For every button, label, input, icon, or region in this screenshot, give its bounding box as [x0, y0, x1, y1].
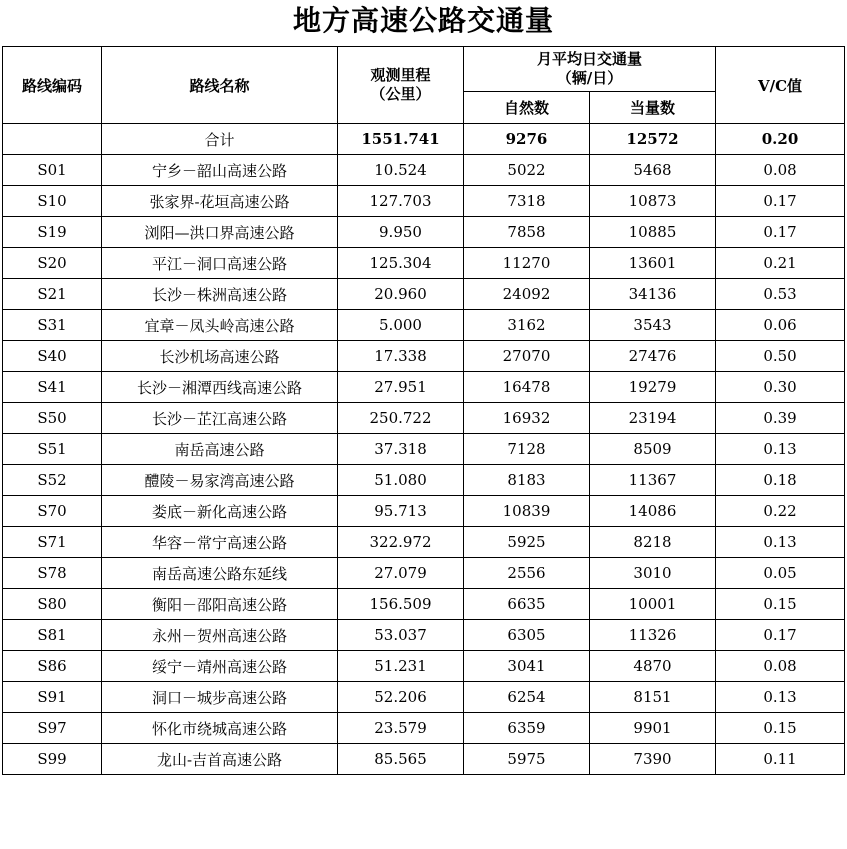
- natural-count-cell: 11270: [464, 248, 590, 279]
- route-code-cell: S52: [3, 465, 102, 496]
- mileage-cell: 9.950: [338, 217, 464, 248]
- table-row: [3, 279, 845, 310]
- route-name-cell: 绥宁－靖州高速公路: [102, 651, 338, 682]
- route-code-cell: S40: [3, 341, 102, 372]
- route-code-cell: S41: [3, 372, 102, 403]
- equivalent-count-cell: 14086: [590, 496, 716, 527]
- vc-ratio-cell: 0.08: [716, 651, 845, 682]
- total-mileage: 1551.741: [338, 124, 464, 155]
- header-daily-traffic-line2: （辆/日）: [556, 69, 623, 87]
- natural-count-cell: 16932: [464, 403, 590, 434]
- route-name-cell: 南岳高速公路东延线: [102, 558, 338, 589]
- equivalent-count-cell: 23194: [590, 403, 716, 434]
- natural-count-cell: 3041: [464, 651, 590, 682]
- mileage-cell: 322.972: [338, 527, 464, 558]
- vc-ratio-cell: 0.17: [716, 620, 845, 651]
- vc-ratio-cell: 0.05: [716, 558, 845, 589]
- table-row: [3, 186, 845, 217]
- table-row: [3, 248, 845, 279]
- route-code-cell: S20: [3, 248, 102, 279]
- header-natural-count: 自然数: [464, 92, 590, 124]
- mileage-cell: 51.080: [338, 465, 464, 496]
- total-natural: 9276: [464, 124, 590, 155]
- route-name-cell: 洞口－城步高速公路: [102, 682, 338, 713]
- route-code-cell: S31: [3, 310, 102, 341]
- mileage-cell: 23.579: [338, 713, 464, 744]
- header-mileage: [338, 47, 464, 124]
- page-title: 地方高速公路交通量: [292, 4, 554, 37]
- table-row: [3, 217, 845, 248]
- route-name-cell: 永州－贺州高速公路: [102, 620, 338, 651]
- route-name-cell: 长沙－湘潭西线高速公路: [102, 372, 338, 403]
- equivalent-count-cell: 8509: [590, 434, 716, 465]
- total-vc: 0.20: [716, 124, 845, 155]
- mileage-cell: 10.524: [338, 155, 464, 186]
- total-equivalent: 12572: [590, 124, 716, 155]
- table-row: [3, 155, 845, 186]
- equivalent-count-cell: 3543: [590, 310, 716, 341]
- vc-ratio-cell: 0.50: [716, 341, 845, 372]
- route-code-cell: S19: [3, 217, 102, 248]
- total-code-cell: [3, 124, 102, 155]
- table-row: [3, 434, 845, 465]
- vc-ratio-cell: 0.15: [716, 589, 845, 620]
- natural-count-cell: 6635: [464, 589, 590, 620]
- header-vc-ratio: V/C值: [716, 47, 845, 124]
- mileage-cell: 85.565: [338, 744, 464, 775]
- natural-count-cell: 7128: [464, 434, 590, 465]
- table-row: [3, 589, 845, 620]
- equivalent-count-cell: 34136: [590, 279, 716, 310]
- natural-count-cell: 8183: [464, 465, 590, 496]
- mileage-cell: 27.951: [338, 372, 464, 403]
- mileage-cell: 156.509: [338, 589, 464, 620]
- equivalent-count-cell: 11326: [590, 620, 716, 651]
- route-name-cell: 长沙－芷江高速公路: [102, 403, 338, 434]
- equivalent-count-cell: 27476: [590, 341, 716, 372]
- vc-ratio-cell: 0.53: [716, 279, 845, 310]
- route-code-cell: S99: [3, 744, 102, 775]
- equivalent-count-cell: 10873: [590, 186, 716, 217]
- table-row: [3, 713, 845, 744]
- route-code-cell: S50: [3, 403, 102, 434]
- equivalent-count-cell: 9901: [590, 713, 716, 744]
- equivalent-count-cell: 10885: [590, 217, 716, 248]
- route-name-cell: 龙山-吉首高速公路: [102, 744, 338, 775]
- table-row: [3, 403, 845, 434]
- route-name-cell: 醴陵－易家湾高速公路: [102, 465, 338, 496]
- vc-ratio-cell: 0.30: [716, 372, 845, 403]
- equivalent-count-cell: 4870: [590, 651, 716, 682]
- route-name-cell: 长沙机场高速公路: [102, 341, 338, 372]
- vc-ratio-cell: 0.06: [716, 310, 845, 341]
- mileage-cell: 20.960: [338, 279, 464, 310]
- vc-ratio-cell: 0.22: [716, 496, 845, 527]
- route-name-cell: 怀化市绕城高速公路: [102, 713, 338, 744]
- vc-ratio-cell: 0.17: [716, 186, 845, 217]
- table-row: [3, 527, 845, 558]
- route-name-cell: 宜章－凤头岭高速公路: [102, 310, 338, 341]
- natural-count-cell: 16478: [464, 372, 590, 403]
- equivalent-count-cell: 11367: [590, 465, 716, 496]
- natural-count-cell: 6254: [464, 682, 590, 713]
- table-header: [3, 47, 845, 124]
- equivalent-count-cell: 8218: [590, 527, 716, 558]
- mileage-cell: 17.338: [338, 341, 464, 372]
- route-code-cell: S01: [3, 155, 102, 186]
- vc-ratio-cell: 0.21: [716, 248, 845, 279]
- mileage-cell: 51.231: [338, 651, 464, 682]
- route-name-cell: 长沙－株洲高速公路: [102, 279, 338, 310]
- table-body: [3, 124, 845, 775]
- table-row: [3, 744, 845, 775]
- total-row: [3, 124, 845, 155]
- mileage-cell: 95.713: [338, 496, 464, 527]
- header-route-name: 路线名称: [102, 47, 338, 124]
- natural-count-cell: 2556: [464, 558, 590, 589]
- route-code-cell: S86: [3, 651, 102, 682]
- natural-count-cell: 6359: [464, 713, 590, 744]
- route-code-cell: S91: [3, 682, 102, 713]
- table-row: [3, 496, 845, 527]
- route-name-cell: 南岳高速公路: [102, 434, 338, 465]
- natural-count-cell: 6305: [464, 620, 590, 651]
- route-name-cell: 张家界-花垣高速公路: [102, 186, 338, 217]
- route-name-cell: 衡阳－邵阳高速公路: [102, 589, 338, 620]
- mileage-cell: 125.304: [338, 248, 464, 279]
- vc-ratio-cell: 0.13: [716, 434, 845, 465]
- header-mileage-line2: （公里）: [370, 85, 431, 103]
- table-row: [3, 651, 845, 682]
- mileage-cell: 250.722: [338, 403, 464, 434]
- vc-ratio-cell: 0.13: [716, 527, 845, 558]
- route-name-cell: 平江－洞口高速公路: [102, 248, 338, 279]
- header-mileage-line1: 观测里程: [370, 66, 431, 84]
- table-row: [3, 310, 845, 341]
- natural-count-cell: 24092: [464, 279, 590, 310]
- route-code-cell: S70: [3, 496, 102, 527]
- traffic-table: [2, 46, 845, 775]
- route-name-cell: 华容－常宁高速公路: [102, 527, 338, 558]
- route-code-cell: S21: [3, 279, 102, 310]
- natural-count-cell: 5022: [464, 155, 590, 186]
- natural-count-cell: 27070: [464, 341, 590, 372]
- route-code-cell: S80: [3, 589, 102, 620]
- equivalent-count-cell: 10001: [590, 589, 716, 620]
- header-daily-traffic-line1: 月平均日交通量: [537, 50, 643, 68]
- vc-ratio-cell: 0.18: [716, 465, 845, 496]
- mileage-cell: 127.703: [338, 186, 464, 217]
- equivalent-count-cell: 13601: [590, 248, 716, 279]
- mileage-cell: 53.037: [338, 620, 464, 651]
- mileage-cell: 37.318: [338, 434, 464, 465]
- vc-ratio-cell: 0.13: [716, 682, 845, 713]
- table-row: [3, 465, 845, 496]
- route-code-cell: S51: [3, 434, 102, 465]
- vc-ratio-cell: 0.15: [716, 713, 845, 744]
- natural-count-cell: 3162: [464, 310, 590, 341]
- route-code-cell: S10: [3, 186, 102, 217]
- route-code-cell: S81: [3, 620, 102, 651]
- mileage-cell: 5.000: [338, 310, 464, 341]
- route-code-cell: S97: [3, 713, 102, 744]
- mileage-cell: 27.079: [338, 558, 464, 589]
- header-equivalent-count: 当量数: [590, 92, 716, 124]
- header-route-code: 路线编码: [3, 47, 102, 124]
- route-code-cell: S71: [3, 527, 102, 558]
- natural-count-cell: 5975: [464, 744, 590, 775]
- route-name-cell: 宁乡－韶山高速公路: [102, 155, 338, 186]
- table-row: [3, 372, 845, 403]
- natural-count-cell: 7318: [464, 186, 590, 217]
- equivalent-count-cell: 3010: [590, 558, 716, 589]
- natural-count-cell: 10839: [464, 496, 590, 527]
- equivalent-count-cell: 19279: [590, 372, 716, 403]
- equivalent-count-cell: 7390: [590, 744, 716, 775]
- vc-ratio-cell: 0.17: [716, 217, 845, 248]
- natural-count-cell: 5925: [464, 527, 590, 558]
- header-daily-traffic: [464, 47, 716, 92]
- route-name-cell: 浏阳—洪口界高速公路: [102, 217, 338, 248]
- natural-count-cell: 7858: [464, 217, 590, 248]
- table-row: [3, 620, 845, 651]
- table-row: [3, 341, 845, 372]
- table-row: [3, 558, 845, 589]
- vc-ratio-cell: 0.08: [716, 155, 845, 186]
- vc-ratio-cell: 0.11: [716, 744, 845, 775]
- vc-ratio-cell: 0.39: [716, 403, 845, 434]
- route-name-cell: 娄底－新化高速公路: [102, 496, 338, 527]
- mileage-cell: 52.206: [338, 682, 464, 713]
- route-code-cell: S78: [3, 558, 102, 589]
- table-row: [3, 682, 845, 713]
- equivalent-count-cell: 5468: [590, 155, 716, 186]
- total-label: 合计: [102, 124, 338, 155]
- equivalent-count-cell: 8151: [590, 682, 716, 713]
